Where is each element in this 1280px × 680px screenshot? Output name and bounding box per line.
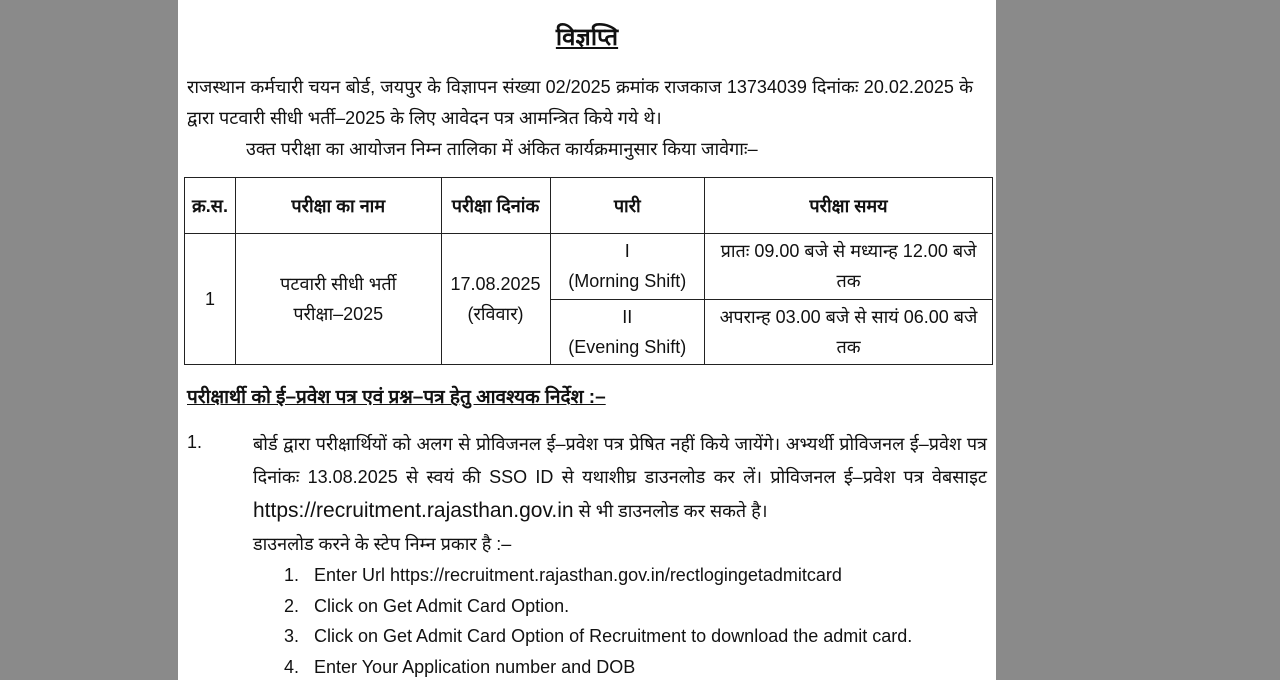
step-number: 1.	[284, 565, 300, 585]
header-exam-date: परीक्षा दिनांक	[441, 178, 550, 234]
steps-intro: डाउनलोड करने के स्टेप निम्न प्रकार है :–	[253, 534, 512, 554]
cell-shift-2-time	[705, 299, 993, 365]
cell-exam-name	[235, 234, 441, 365]
instruction-1-text: बोर्ड द्वारा परीक्षार्थियों को अलग से प्रोविजनल ई–प्रवेश पत्र प्रेषित नहीं किये जायेंगे। अभ्यर्थी प्रोविजनल ई–प्रवेश पत्र दिनांकः 13.08.2025 से स्वयं की SSO ID से यथाशीघ्र डाउनलोड कर लें। प्रोविजनल ई–प्रवेश पत्र वेबसाइट	[253, 434, 987, 487]
step-text: Enter Url https://recruitment.rajasthan.gov.in/rectlogingetadmitcard	[314, 565, 842, 585]
instructions-heading: परीक्षार्थी को ई–प्रवेश पत्र एवं प्रश्न–पत्र हेतु आवश्यक निर्देश :–	[187, 387, 606, 408]
cell-shift-1	[550, 234, 705, 300]
list-item	[284, 621, 912, 652]
step-text: Enter Your Application number and DOB	[314, 656, 636, 677]
cell-exam-date	[441, 234, 550, 365]
cell-shift-2	[550, 299, 705, 365]
cell-sno: 1	[185, 234, 236, 365]
recruitment-website-url: https://recruitment.rajasthan.gov.in	[253, 499, 574, 522]
exam-name-text: पटवारी सीधी भर्ती परीक्षा–2025	[280, 274, 397, 324]
exam-date: 17.08.2025	[450, 274, 541, 294]
intro-paragraph: राजस्थान कर्मचारी चयन बोर्ड, जयपुर के विज्ञापन संख्या 02/2025 क्रमांक राजकाज 13734039 दिनांकः 20.02.2025 के द्वारा पटवारी सीधी भर्ती–2025 के लिए आवेदन पत्र आमन्त्रित किये गये थे।	[187, 77, 973, 128]
schedule-intro: उक्त परीक्षा का आयोजन निम्न तालिका में अंकित कार्यक्रमानुसार किया जावेगाः–	[246, 139, 758, 159]
header-sno: क्र.स.	[185, 178, 236, 234]
exam-schedule-table	[184, 177, 993, 365]
cell-shift-1-time	[705, 234, 993, 300]
step-text: Click on Get Admit Card Option.	[314, 595, 570, 616]
list-item	[284, 591, 912, 622]
shift-2-name: (Evening Shift)	[568, 336, 687, 357]
notice-title: विज्ञप्ति	[555, 24, 619, 51]
header-exam-time: परीक्षा समय	[705, 178, 993, 234]
step-number: 2.	[284, 595, 300, 616]
instruction-1-body	[253, 428, 987, 561]
step-number: 4.	[284, 656, 300, 677]
exam-day: (रविवार)	[467, 304, 524, 324]
header-shift: पारी	[550, 178, 705, 234]
table-row	[185, 234, 993, 300]
shift-2-time: अपरान्ह 03.00 बजे से सायं 06.00 बजे तक	[719, 306, 978, 357]
step-text: Click on Get Admit Card Option of Recruitment to download the admit card.	[314, 626, 913, 646]
table-header-row	[185, 178, 993, 234]
step-number: 3.	[284, 626, 300, 646]
download-steps-list	[284, 560, 912, 680]
header-exam-name: परीक्षा का नाम	[235, 178, 441, 234]
shift-1-time: प्रातः 09.00 बजे से मध्यान्ह 12.00 बजे तक	[720, 241, 977, 292]
cropped-top-line	[238, 0, 878, 6]
list-item	[284, 560, 912, 591]
list-item	[284, 652, 912, 680]
shift-1-number: I	[624, 241, 630, 262]
notice-page	[178, 0, 996, 680]
instruction-1-number: 1.	[187, 432, 203, 452]
shift-2-number: II	[622, 306, 633, 327]
shift-1-name: (Morning Shift)	[568, 271, 687, 292]
instruction-1-text-end: से भी डाउनलोड कर सकते है।	[578, 501, 768, 521]
